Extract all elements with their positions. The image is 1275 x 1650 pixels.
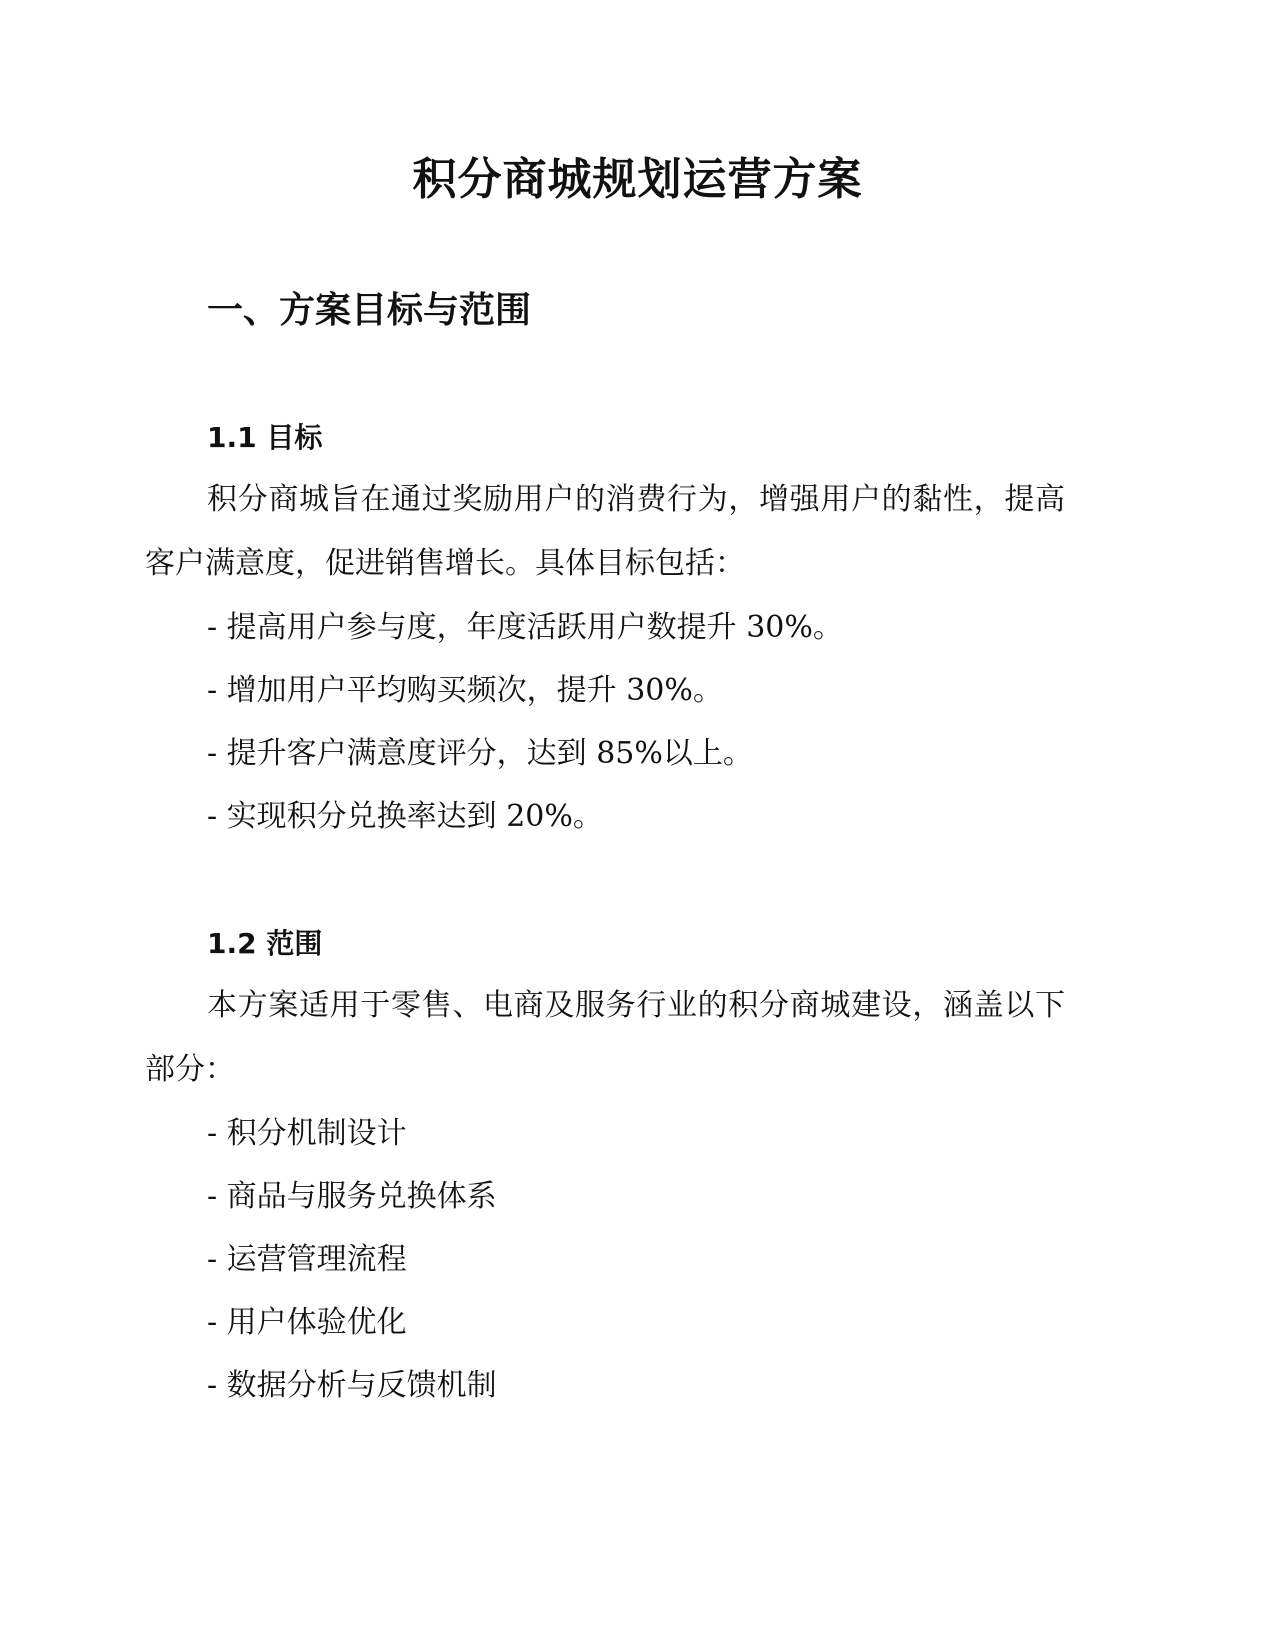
section-heading-goals-and-scope: 一、方案目标与范围	[207, 290, 532, 331]
subsection-heading-goals: 1.1 目标	[207, 421, 323, 454]
scope-item: - 积分机制设计	[207, 1116, 407, 1151]
document-title: 积分商城规划运营方案	[412, 154, 863, 205]
goal-item: - 提升客户满意度评分，达到 85%以上。	[207, 736, 753, 771]
goal-item: - 实现积分兑换率达到 20%。	[207, 799, 603, 834]
goals-paragraph: 积分商城旨在通过奖励用户的消费行为，增强用户的黏性，提高客户满意度，促进销售增长。具体目标包括：	[145, 482, 1065, 581]
scope-item: - 用户体验优化	[207, 1305, 407, 1340]
subsection-heading-scope: 1.2 范围	[207, 927, 323, 960]
scope-item: - 数据分析与反馈机制	[207, 1368, 497, 1403]
goal-item: - 提高用户参与度，年度活跃用户数提升 30%。	[207, 610, 843, 645]
goal-item: - 增加用户平均购买频次，提升 30%。	[207, 673, 723, 708]
scope-paragraph: 本方案适用于零售、电商及服务行业的积分商城建设，涵盖以下部分：	[145, 988, 1065, 1087]
scope-item: - 运营管理流程	[207, 1242, 407, 1277]
scope-item: - 商品与服务兑换体系	[207, 1179, 497, 1214]
